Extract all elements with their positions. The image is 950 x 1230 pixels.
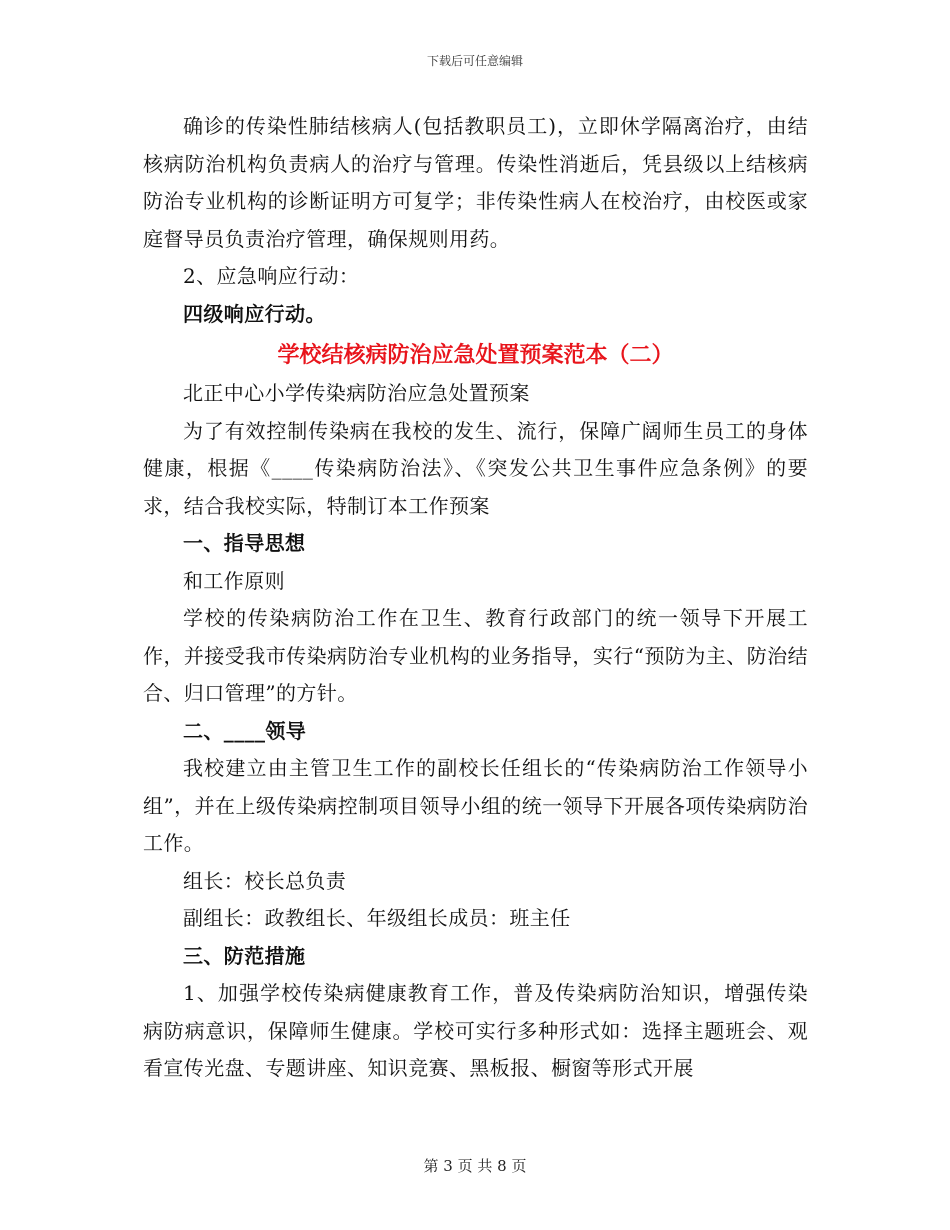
leadership-paragraph: 我校建立由主管卫生工作的副校长任组长的“传染病防治工作领导小组”，并在上级传染病控制项目领导小组的统一领导下开展各项传染病防治工作。 (143, 756, 808, 855)
deputy-leader-line: 副组长：政教组长、年级组长成员：班主任 (183, 906, 571, 930)
section-heading-leadership: 二、____领导 (183, 718, 307, 743)
level-four-response: 四级响应行动。 (183, 301, 326, 326)
document-body (143, 108, 808, 1088)
page-footer: 第 3 页 共 8 页 (423, 1157, 527, 1175)
document-title: 学校结核病防治应急处置预案范本（二） (277, 342, 674, 368)
section-heading-guiding-ideology: 一、指导思想 (183, 531, 306, 555)
section-heading-continuation: 和工作原则 (183, 568, 285, 593)
document-subtitle: 北正中心小学传染病防治应急处置预案 (183, 381, 530, 405)
principle-paragraph: 学校的传染病防治工作在卫生、教育行政部门的统一领导下开展工作，并接受我市传染病防治专业机构的业务指导，实行“预防为主、防治结合、归口管理”的方针。 (143, 606, 808, 705)
measure-one-paragraph: 1、加强学校传染病健康教育工作，普及传染病防治知识，增强传染病防病意识，保障师生健康。学校可实行多种形式如：选择主题班会、观看宣传光盘、专题讲座、知识竞赛、黑板报、橱窗等形式开展 (143, 981, 808, 1080)
paragraph-isolation-treatment: 确诊的传染性肺结核病人(包括教职员工)，立即休学隔离治疗，由结核病防治机构负责病人的治疗与管理。传染性消逝后，凭县级以上结核病防治专业机构的诊断证明方可复学；非传染性病人在校治疗，由校医或家庭督导员负责治疗管理，确保规则用药。 (143, 114, 808, 251)
team-leader-line: 组长：校长总负责 (183, 868, 347, 893)
section-heading-prevention-measures: 三、防范措施 (183, 943, 306, 968)
intro-paragraph: 为了有效控制传染病在我校的发生、流行，保障广阔师生员工的身体健康，根据《____传染病防治法》、《突发公共卫生事件应急条例》的要求，结合我校实际，特制订本工作预案 (143, 418, 808, 518)
page-header: 下载后可任意编辑 (426, 54, 523, 68)
item-emergency-response: 2、应急响应行动： (183, 264, 360, 288)
